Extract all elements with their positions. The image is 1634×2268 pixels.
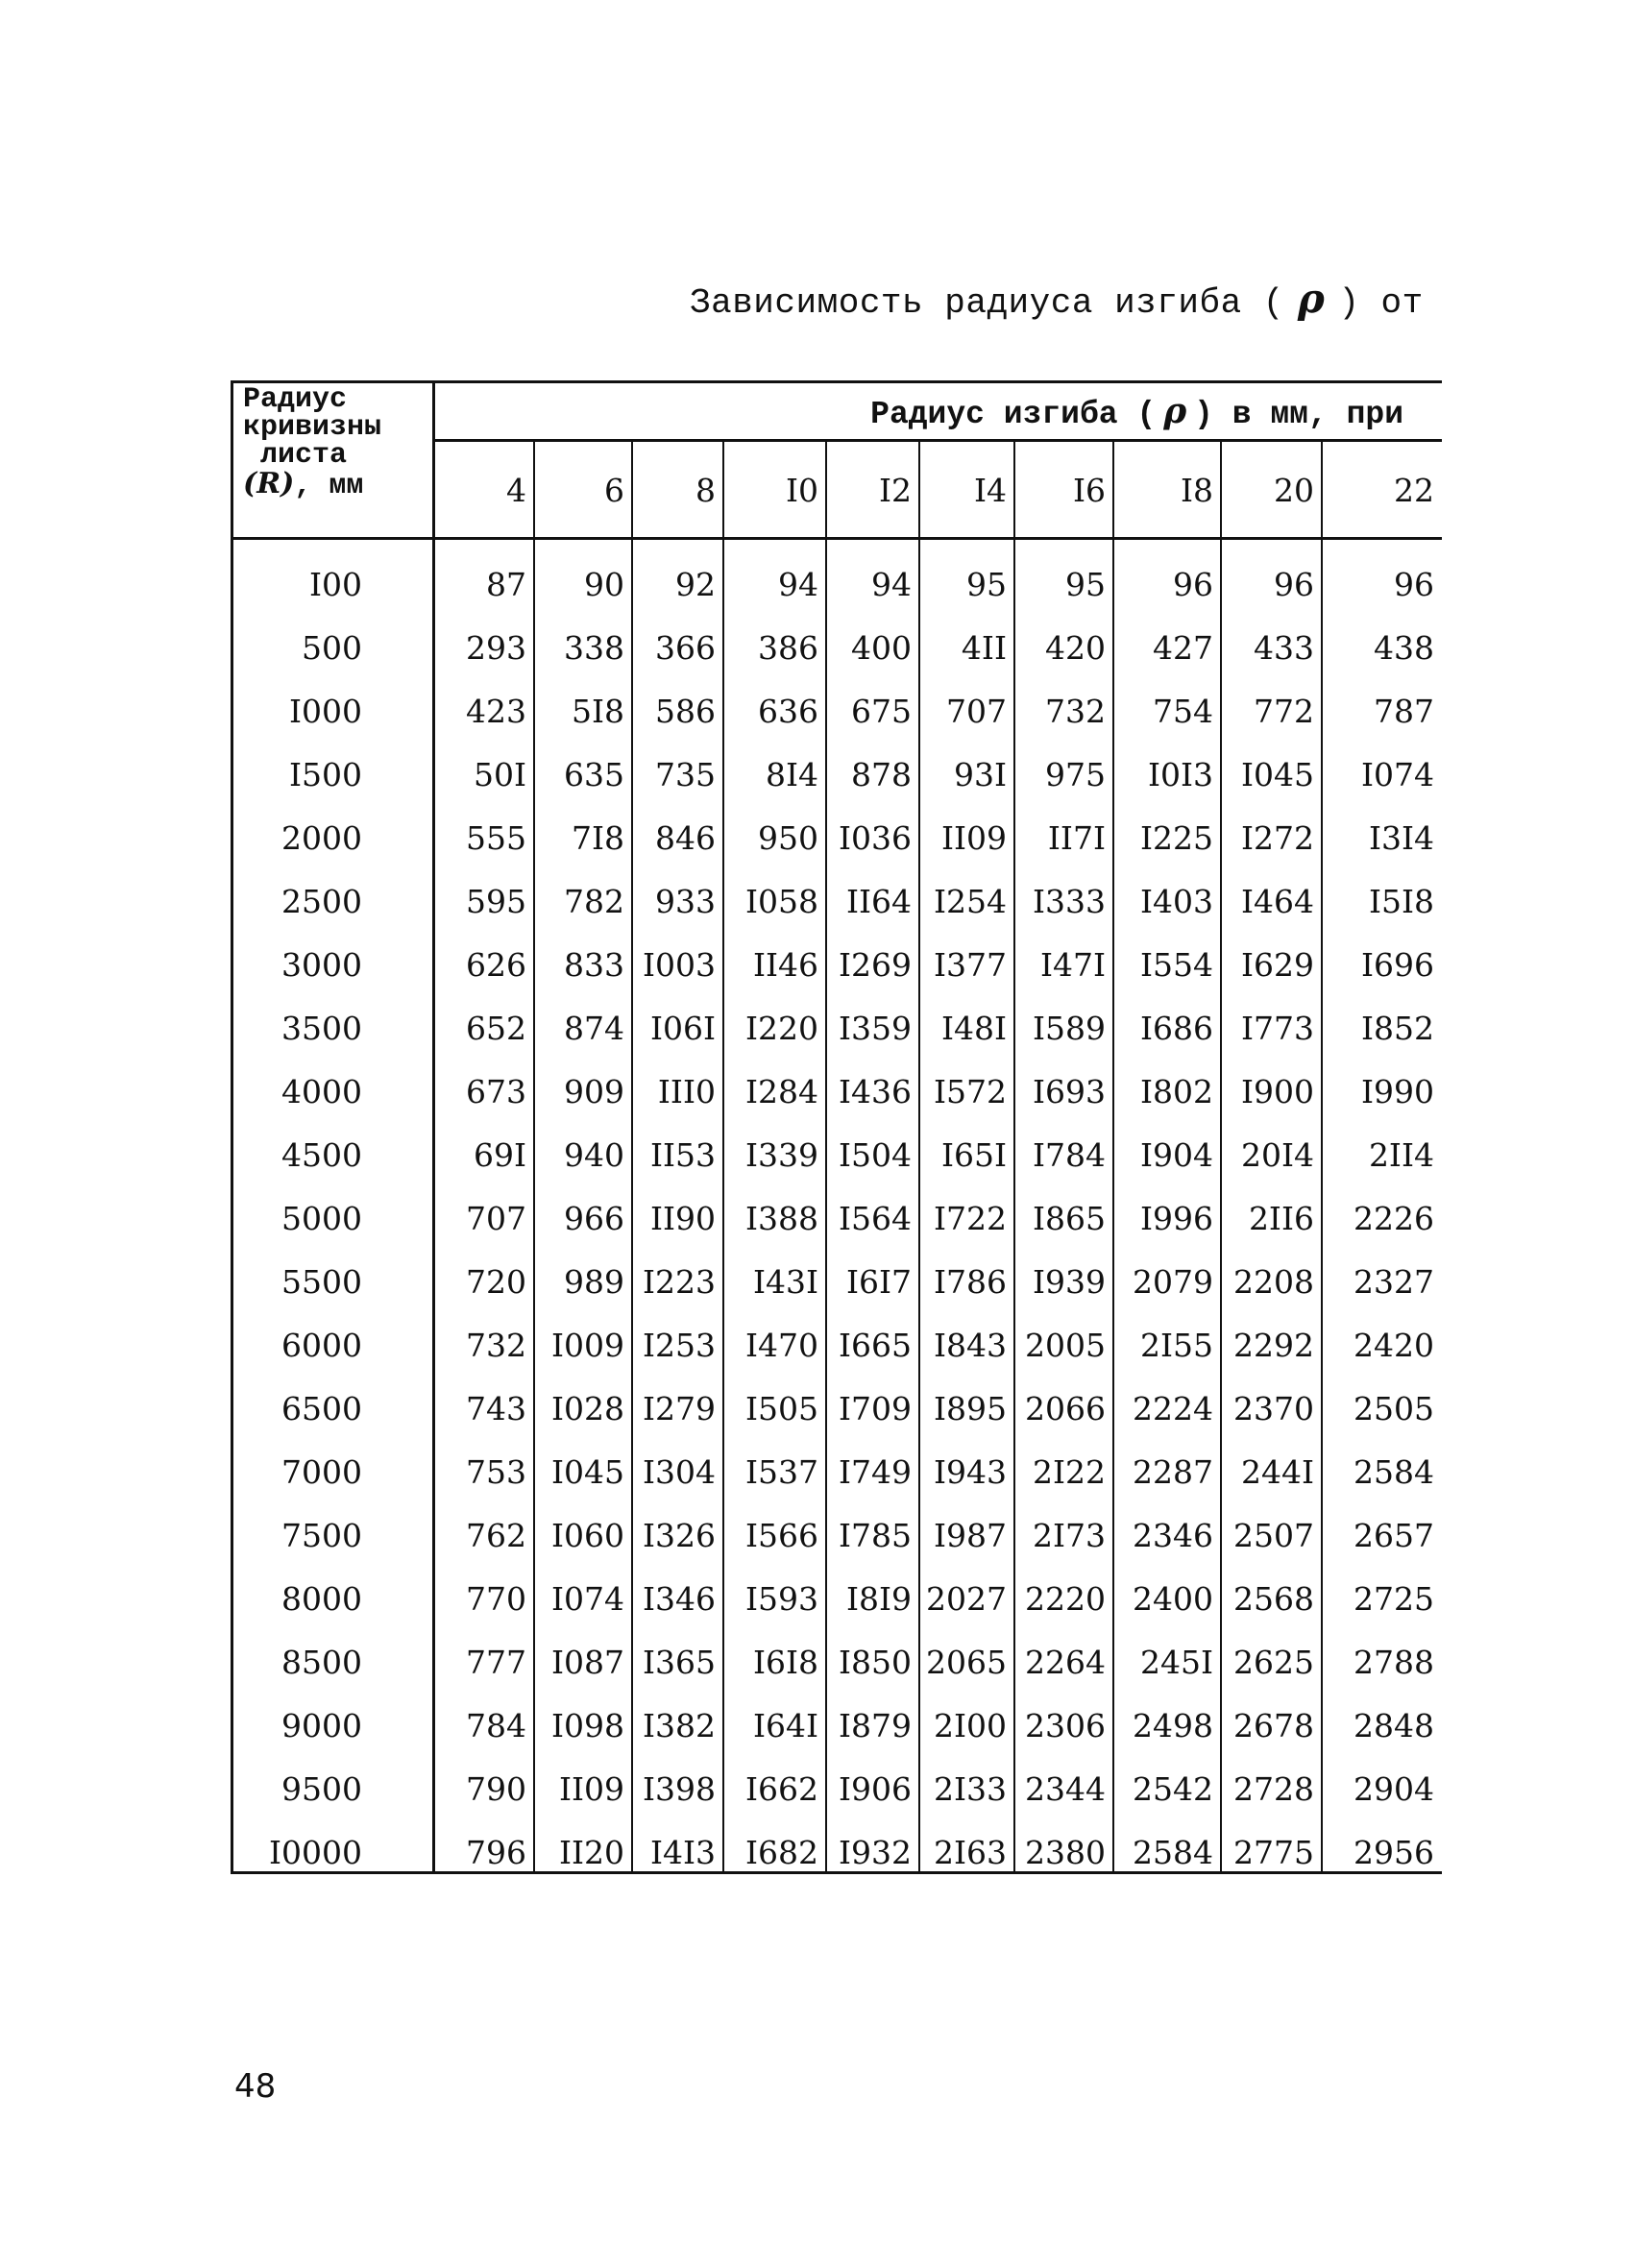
table-cell: I709	[838, 1390, 912, 1427]
table-cell: 874	[564, 1010, 624, 1047]
row-label: 4000	[281, 1073, 362, 1110]
table-cell: 2568	[1233, 1580, 1314, 1618]
row-label: 2000	[281, 819, 362, 857]
table-cell: 2507	[1233, 1517, 1314, 1554]
table-cell: I665	[838, 1327, 912, 1364]
table-cell: I906	[838, 1770, 912, 1808]
table-cell: I326	[642, 1517, 716, 1554]
table-cell: I036	[838, 819, 912, 857]
table-cell: I589	[1032, 1010, 1106, 1047]
col-group-prefix: Радиус изгиба (	[870, 397, 1157, 432]
title-suffix: ) от	[1338, 283, 1424, 323]
table-cell: I304	[642, 1453, 716, 1491]
table-cell: 2027	[926, 1580, 1007, 1618]
table-cell: 626	[466, 946, 526, 984]
table-cell: 754	[1153, 693, 1213, 730]
table-cell: 50I	[473, 756, 526, 793]
row-label: I000	[288, 693, 362, 730]
table-cell: I382	[642, 1707, 716, 1744]
table-cell: 400	[851, 629, 912, 667]
table-cell: II20	[558, 1834, 624, 1871]
table-cell: 96	[1274, 566, 1314, 603]
table-cell: I932	[838, 1834, 912, 1871]
column-header: I4	[919, 442, 1014, 540]
row-label: 6500	[281, 1390, 362, 1427]
table-cell: 2220	[1025, 1580, 1106, 1618]
table-cell: I436	[838, 1073, 912, 1110]
table-cell: 909	[564, 1073, 624, 1110]
table-cell: 636	[758, 693, 818, 730]
table-cell: 2I55	[1139, 1327, 1213, 1364]
table-cell: 90	[584, 566, 624, 603]
table-cell: I346	[642, 1580, 716, 1618]
table-cell: 743	[466, 1390, 526, 1427]
table-cell: I662	[744, 1770, 818, 1808]
table-cell: 8I4	[765, 756, 818, 793]
table-cell: 989	[564, 1263, 624, 1301]
table-cell: 94	[871, 566, 912, 603]
table-cell: 2346	[1133, 1517, 1213, 1554]
table-cell: 2678	[1233, 1707, 1314, 1744]
table-cell: 950	[758, 819, 818, 857]
table-cell: 2775	[1233, 1834, 1314, 1871]
table-cell: 2287	[1133, 1453, 1213, 1491]
table-cell: I253	[642, 1327, 716, 1364]
table-cell: 784	[466, 1707, 526, 1744]
table-cell: 2725	[1354, 1580, 1434, 1618]
column-header: 8	[632, 442, 723, 540]
table-cell: I254	[933, 883, 1007, 920]
table-cell: 2728	[1233, 1770, 1314, 1808]
col-group-rho-symbol: ρ	[1163, 391, 1187, 431]
table-cell: I003	[642, 946, 716, 984]
table-cell: 975	[1045, 756, 1106, 793]
table-cell: 2498	[1133, 1707, 1213, 1744]
table-cell: I785	[838, 1517, 912, 1554]
table-cell: I904	[1139, 1136, 1213, 1174]
table-cell: I388	[744, 1200, 818, 1237]
table-cell: II64	[845, 883, 912, 920]
table-cell: 720	[466, 1263, 526, 1301]
table-cell: I895	[933, 1390, 1007, 1427]
table-cell: I06I	[649, 1010, 716, 1047]
table-cell: I802	[1139, 1073, 1213, 1110]
table-cell: 433	[1254, 629, 1314, 667]
table-cell: I939	[1032, 1263, 1106, 1301]
table-cell: 966	[564, 1200, 624, 1237]
table-cell: I879	[838, 1707, 912, 1744]
column-header: 6	[534, 442, 632, 540]
table-cell: 2I73	[1032, 1517, 1106, 1554]
table-cell: 423	[466, 693, 526, 730]
table-cell: 673	[466, 1073, 526, 1110]
row-label: 3000	[281, 946, 362, 984]
table-cell: 782	[564, 883, 624, 920]
table-cell: 777	[466, 1644, 526, 1681]
table-cell: 2I22	[1032, 1453, 1106, 1491]
row-label: 8000	[281, 1580, 362, 1618]
table-cell: I693	[1032, 1073, 1106, 1110]
row-label: I00	[308, 566, 362, 603]
row-label: I500	[288, 756, 362, 793]
row-label: 500	[302, 629, 362, 667]
table-cell: 92	[675, 566, 716, 603]
table-cell: I045	[1240, 756, 1314, 793]
table-cell: 5I8	[571, 693, 624, 730]
table-cell: I333	[1032, 883, 1106, 920]
table-cell: 878	[851, 756, 912, 793]
table-cell: I554	[1139, 946, 1213, 984]
table-cell: I990	[1360, 1073, 1434, 1110]
table-cell: II09	[940, 819, 1007, 857]
table-cell: 438	[1374, 629, 1434, 667]
row-label: 7500	[281, 1517, 362, 1554]
table-cell: I865	[1032, 1200, 1106, 1237]
table-cell: I398	[642, 1770, 716, 1808]
table-cell: II46	[752, 946, 818, 984]
column-group-header	[435, 380, 1442, 442]
table-cell: 2584	[1133, 1834, 1213, 1871]
table-cell: I269	[838, 946, 912, 984]
table-cell: 707	[946, 693, 1007, 730]
table-cell: 2625	[1233, 1644, 1314, 1681]
table-cell: 2327	[1354, 1263, 1434, 1301]
table-cell: 245I	[1139, 1644, 1213, 1681]
table-cell: 833	[564, 946, 624, 984]
table-cell: I009	[550, 1327, 624, 1364]
table-cell: 2505	[1354, 1390, 1434, 1427]
table-cell: I629	[1240, 946, 1314, 984]
row-label: 5500	[281, 1263, 362, 1301]
row-label: 9500	[281, 1770, 362, 1808]
table-cell: I47I	[1039, 946, 1106, 984]
table-cell: 2226	[1354, 1200, 1434, 1237]
table-cell: I464	[1240, 883, 1314, 920]
table-cell: 586	[655, 693, 716, 730]
table-cell: 95	[1065, 566, 1106, 603]
table-cell: I8I9	[845, 1580, 912, 1618]
table-cell: 595	[466, 883, 526, 920]
table-cell: I225	[1139, 819, 1213, 857]
table-cell: I058	[744, 883, 818, 920]
column-header: 22	[1322, 442, 1442, 540]
table-cell: I593	[744, 1580, 818, 1618]
table-cell: 95	[966, 566, 1007, 603]
table-cell: 2657	[1354, 1517, 1434, 1554]
table-cell: 87	[486, 566, 526, 603]
table-cell: II09	[558, 1770, 624, 1808]
table-cell: I284	[744, 1073, 818, 1110]
table-cell: 386	[758, 629, 818, 667]
table-cell: I5I8	[1368, 883, 1434, 920]
table-cell: 2306	[1025, 1707, 1106, 1744]
table-cell: I220	[744, 1010, 818, 1047]
row-header-unit: , мм	[294, 470, 364, 502]
table-cell: I65I	[940, 1136, 1007, 1174]
table-cell: I377	[933, 946, 1007, 984]
table-cell: 770	[466, 1580, 526, 1618]
table-cell: 2542	[1133, 1770, 1213, 1808]
table-cell: III0	[657, 1073, 716, 1110]
table-cell: 675	[851, 693, 912, 730]
table-cell: I504	[838, 1136, 912, 1174]
row-label: 5000	[281, 1200, 362, 1237]
table-cell: I365	[642, 1644, 716, 1681]
table-cell: I6I7	[845, 1263, 912, 1301]
table-cell: I48I	[940, 1010, 1007, 1047]
row-label: 3500	[281, 1010, 362, 1047]
table-cell: I045	[550, 1453, 624, 1491]
table-cell: I696	[1360, 946, 1434, 984]
rho-symbol: ρ	[1297, 275, 1326, 322]
bend-radius-table	[231, 380, 1442, 1874]
table-cell: I060	[550, 1517, 624, 1554]
row-label: 9000	[281, 1707, 362, 1744]
table-cell: I279	[642, 1390, 716, 1427]
table-cell: 2224	[1133, 1390, 1213, 1427]
page-title	[690, 275, 1424, 323]
col-group-suffix: ) в мм, при	[1194, 397, 1403, 432]
table-cell: 20I4	[1240, 1136, 1314, 1174]
table-cell: I537	[744, 1453, 818, 1491]
table-cell: I087	[550, 1644, 624, 1681]
table-cell: I4I3	[649, 1834, 716, 1871]
table-cell: II90	[649, 1200, 716, 1237]
table-cell: 94	[778, 566, 818, 603]
table-cell: 707	[466, 1200, 526, 1237]
table-cell: I996	[1139, 1200, 1213, 1237]
table-cell: I987	[933, 1517, 1007, 1554]
row-label: 7000	[281, 1453, 362, 1491]
table-cell: I852	[1360, 1010, 1434, 1047]
table-cell: I722	[933, 1200, 1007, 1237]
table-cell: 762	[466, 1517, 526, 1554]
table-cell: I900	[1240, 1073, 1314, 1110]
row-header	[233, 380, 435, 540]
table-cell: 2065	[926, 1644, 1007, 1681]
table-cell: 293	[466, 629, 526, 667]
row-label: I0000	[268, 1834, 362, 1871]
table-cell: I566	[744, 1517, 818, 1554]
column-header: 4	[435, 442, 534, 540]
table-cell: 2292	[1233, 1327, 1314, 1364]
table-cell: I359	[838, 1010, 912, 1047]
row-header-line1: Радиус	[243, 383, 348, 416]
table-cell: 366	[655, 629, 716, 667]
table-cell: I403	[1139, 883, 1213, 920]
table-cell: I505	[744, 1390, 818, 1427]
table-cell: 2I00	[933, 1707, 1007, 1744]
table-cell: 2II4	[1368, 1136, 1434, 1174]
table-cell: 2848	[1354, 1707, 1434, 1744]
table-cell: 732	[1045, 693, 1106, 730]
table-cell: 2584	[1354, 1453, 1434, 1491]
table-cell: 2344	[1025, 1770, 1106, 1808]
table-cell: I470	[744, 1327, 818, 1364]
row-header-symbol: (R)	[243, 467, 295, 500]
table-cell: I074	[550, 1580, 624, 1618]
table-cell: I572	[933, 1073, 1007, 1110]
table-cell: 4II	[961, 629, 1007, 667]
column-header: 20	[1221, 442, 1322, 540]
table-cell: 2956	[1354, 1834, 1434, 1871]
table-cell: I749	[838, 1453, 912, 1491]
table-cell: I028	[550, 1390, 624, 1427]
table-cell: 427	[1153, 629, 1213, 667]
table-cell: I943	[933, 1453, 1007, 1491]
table-cell: 338	[564, 629, 624, 667]
title-prefix: Зависимость радиуса изгиба (	[690, 283, 1284, 323]
table-cell: I43I	[752, 1263, 818, 1301]
table-cell: I686	[1139, 1010, 1213, 1047]
table-cell: 2904	[1354, 1770, 1434, 1808]
table-cell: 2400	[1133, 1580, 1213, 1618]
page-number: 48	[234, 2067, 277, 2106]
table-cell: 772	[1254, 693, 1314, 730]
column-header: I2	[826, 442, 919, 540]
table-cell: 2079	[1133, 1263, 1213, 1301]
table-cell: 2I63	[933, 1834, 1007, 1871]
table-cell: I3I4	[1368, 819, 1434, 857]
table-cell: 933	[655, 883, 716, 920]
table-cell: 93I	[953, 756, 1007, 793]
table-cell: 2I33	[933, 1770, 1007, 1808]
row-label: 6000	[281, 1327, 362, 1364]
table-cell: I6I8	[752, 1644, 818, 1681]
table-cell: I564	[838, 1200, 912, 1237]
table-cell: 2788	[1354, 1644, 1434, 1681]
table-cell: 2380	[1025, 1834, 1106, 1871]
table-cell: 2208	[1233, 1263, 1314, 1301]
column-header: I6	[1014, 442, 1113, 540]
table-cell: I223	[642, 1263, 716, 1301]
table-cell: I0I3	[1147, 756, 1213, 793]
table-cell: 787	[1374, 693, 1434, 730]
table-cell: 652	[466, 1010, 526, 1047]
table-cell: 420	[1045, 629, 1106, 667]
table-cell: I784	[1032, 1136, 1106, 1174]
row-label: 2500	[281, 883, 362, 920]
table-cell: I098	[550, 1707, 624, 1744]
table-cell: 7I8	[571, 819, 624, 857]
table-cell: 2II6	[1248, 1200, 1314, 1237]
table-cell: 635	[564, 756, 624, 793]
column-header: I8	[1113, 442, 1221, 540]
table-cell: 2370	[1233, 1390, 1314, 1427]
table-cell: I339	[744, 1136, 818, 1174]
table-cell: II7I	[1047, 819, 1106, 857]
table-cell: I850	[838, 1644, 912, 1681]
table-cell: I786	[933, 1263, 1007, 1301]
table-cell: 2005	[1025, 1327, 1106, 1364]
row-header-line2: кривизны	[243, 411, 382, 444]
table-cell: 790	[466, 1770, 526, 1808]
table-cell: 69I	[473, 1136, 526, 1174]
column-header: I0	[723, 442, 826, 540]
table-cell: 96	[1173, 566, 1213, 603]
table-cell: 2264	[1025, 1644, 1106, 1681]
table-cell: I074	[1360, 756, 1434, 793]
table-cell: 940	[564, 1136, 624, 1174]
table-cell: 753	[466, 1453, 526, 1491]
row-label: 4500	[281, 1136, 362, 1174]
row-header-line3: листа	[260, 439, 348, 472]
table-cell: 96	[1394, 566, 1434, 603]
table-cell: 2420	[1354, 1327, 1434, 1364]
row-label: 8500	[281, 1644, 362, 1681]
table-cell: 732	[466, 1327, 526, 1364]
table-cell: I773	[1240, 1010, 1314, 1047]
table-cell: 2066	[1025, 1390, 1106, 1427]
table-cell: 846	[655, 819, 716, 857]
table-cell: I272	[1240, 819, 1314, 857]
table-cell: II53	[649, 1136, 716, 1174]
table-cell: I682	[744, 1834, 818, 1871]
table-cell: 244I	[1240, 1453, 1314, 1491]
table-cell: 555	[466, 819, 526, 857]
table-cell: 796	[466, 1834, 526, 1871]
table-cell: I64I	[752, 1707, 818, 1744]
table-cell: 735	[655, 756, 716, 793]
table-cell: I843	[933, 1327, 1007, 1364]
